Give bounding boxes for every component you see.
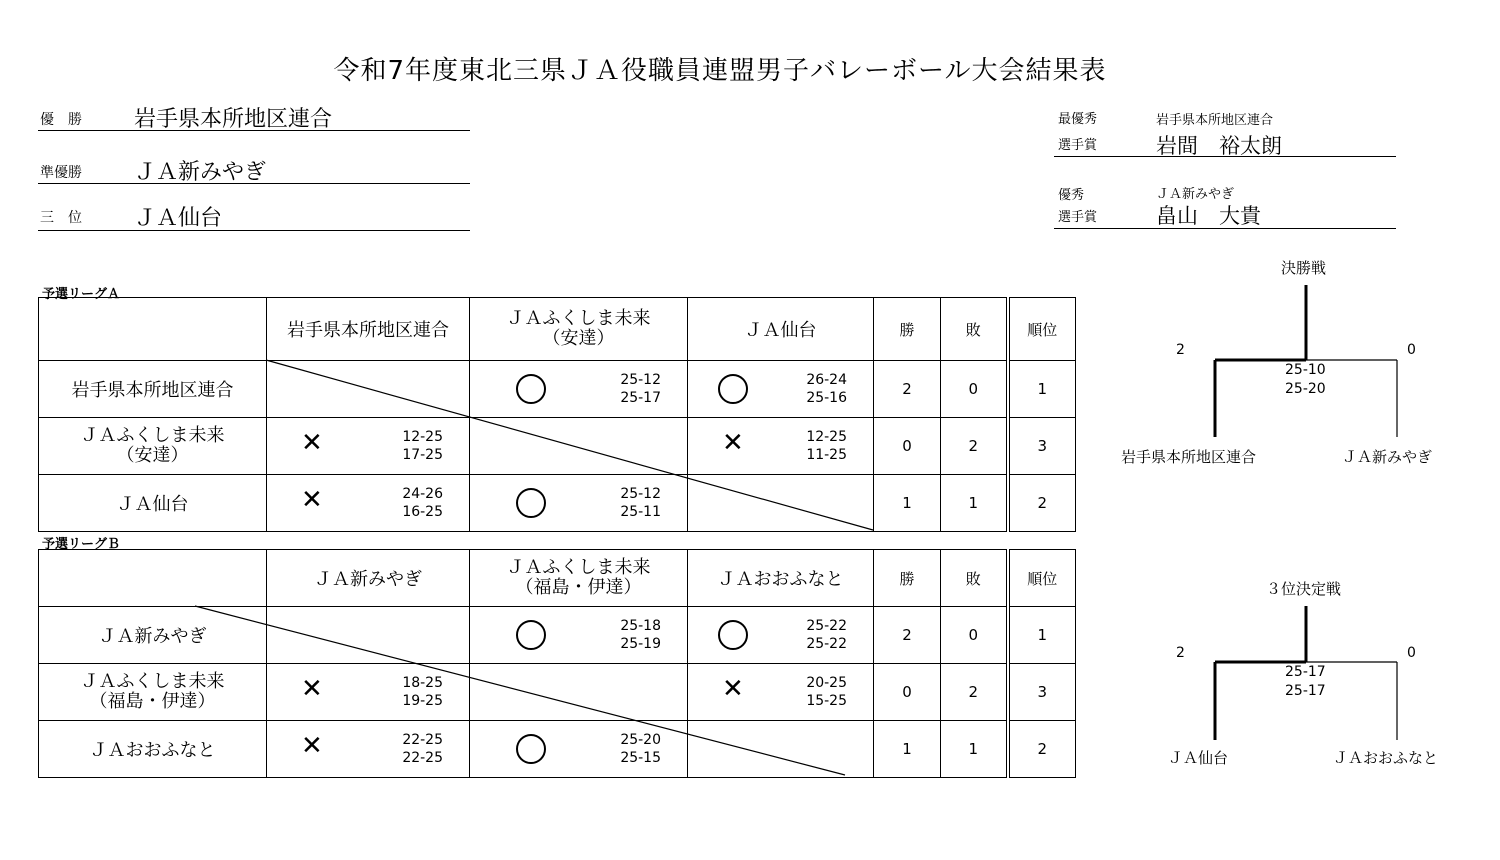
- final-scores: [1285, 361, 1326, 399]
- win-count: 0: [874, 418, 941, 475]
- final-left-team: 岩手県本所地区連合: [1121, 448, 1257, 466]
- excellent-label-1: 優秀: [1058, 188, 1085, 203]
- set-score: 24-26: [402, 486, 443, 502]
- win-count: 1: [874, 475, 941, 532]
- loss-count: 1: [941, 475, 1008, 532]
- loss-mark: ✕: [301, 428, 323, 458]
- third-right-sets: 0: [1407, 645, 1416, 661]
- third-place-label: 三 位: [40, 210, 82, 226]
- set-score: 17-25: [402, 447, 443, 463]
- league-b-label: 予選リーグＢ: [42, 537, 121, 552]
- rank-head: 順位: [1008, 550, 1076, 607]
- rank-head: 順位: [1008, 298, 1076, 361]
- set-score: 19-25: [402, 693, 443, 709]
- rank-value: 3: [1008, 418, 1076, 475]
- excellent-label-2: 選手賞: [1058, 210, 1098, 225]
- set-score: 25-17: [620, 390, 661, 406]
- set-score: 25-22: [806, 618, 847, 634]
- final-score-2: 25-20: [1285, 381, 1326, 397]
- set-score: 12-25: [402, 429, 443, 445]
- set-score: 18-25: [402, 675, 443, 691]
- set-score: 25-12: [620, 372, 661, 388]
- col-head-main: ＪＡふくしま未来: [506, 308, 651, 329]
- third-score-2: 25-17: [1285, 683, 1326, 699]
- final-right-sets: 0: [1407, 342, 1416, 358]
- page-title: 令和7年度東北三県ＪＡ役職員連盟男子バレーボール大会結果表: [333, 56, 1107, 86]
- set-score: 25-11: [620, 504, 661, 520]
- set-score: 20-25: [806, 675, 847, 691]
- mvp-label-2: 選手賞: [1058, 138, 1098, 153]
- third-left-sets: 2: [1176, 645, 1185, 661]
- set-score: 11-25: [806, 447, 847, 463]
- win-count: 0: [874, 664, 941, 721]
- runner-up-label: 準優勝: [40, 165, 82, 181]
- mvp-player: 岩間 裕太朗: [1156, 134, 1282, 158]
- final-label: 決勝戦: [1281, 259, 1327, 277]
- set-score: 15-25: [806, 693, 847, 709]
- row-head-main: ＪＡふくしま未来: [80, 425, 225, 446]
- set-score: 25-18: [620, 618, 661, 634]
- row-head: 岩手県本所地区連合: [39, 361, 267, 418]
- set-score: 25-16: [806, 390, 847, 406]
- set-score: 22-25: [402, 750, 443, 766]
- set-score: 25-15: [620, 750, 661, 766]
- loss-count: 0: [941, 607, 1008, 664]
- loss-count: 2: [941, 418, 1008, 475]
- excellent-player: 畠山 大貴: [1156, 204, 1261, 228]
- mvp-label-1: 最優秀: [1058, 112, 1098, 127]
- loss-mark: ✕: [301, 731, 323, 761]
- col-head: ＪＡおおふなと: [688, 550, 874, 607]
- third-left-team: ＪＡ仙台: [1168, 749, 1229, 767]
- loss-mark: ✕: [301, 674, 323, 704]
- win-head: 勝: [874, 550, 941, 607]
- runner-up-value: ＪＡ新みやぎ: [134, 160, 267, 185]
- loss-mark: ✕: [722, 674, 744, 704]
- rank-value: 2: [1008, 721, 1076, 778]
- set-score: 16-25: [402, 504, 443, 520]
- rank-value: 1: [1008, 607, 1076, 664]
- third-score-1: 25-17: [1285, 664, 1326, 680]
- set-score: 25-20: [620, 732, 661, 748]
- rank-value: 2: [1008, 475, 1076, 532]
- col-head-sub: （福島・伊達）: [515, 577, 642, 598]
- mvp-team: 岩手県本所地区連合: [1156, 113, 1274, 128]
- col-head: ＪＡ仙台: [688, 298, 874, 361]
- third-right-team: ＪＡおおふなと: [1333, 749, 1439, 767]
- col-head: 岩手県本所地区連合: [267, 298, 470, 361]
- row-head-main: ＪＡふくしま未来: [80, 671, 225, 692]
- diagonal-line-b: [195, 606, 845, 775]
- third-scores: [1285, 663, 1326, 701]
- loss-mark: ✕: [301, 485, 323, 515]
- row-head: ＪＡおおふなと: [39, 721, 267, 778]
- win-count: 1: [874, 721, 941, 778]
- set-score: 25-22: [806, 636, 847, 652]
- win-count: 2: [874, 361, 941, 418]
- final-left-sets: 2: [1176, 342, 1185, 358]
- col-head: ＪＡ新みやぎ: [267, 550, 470, 607]
- set-score: 22-25: [402, 732, 443, 748]
- set-score: 25-12: [620, 486, 661, 502]
- row-head-sub: （福島・伊達）: [89, 691, 216, 712]
- excellent-team: ＪＡ新みやぎ: [1156, 187, 1235, 202]
- set-score: 12-25: [806, 429, 847, 445]
- rank-value: 3: [1008, 664, 1076, 721]
- loss-count: 2: [941, 664, 1008, 721]
- set-score: 25-19: [620, 636, 661, 652]
- col-head-main: ＪＡふくしま未来: [506, 557, 651, 578]
- final-right-team: ＪＡ新みやぎ: [1342, 448, 1433, 466]
- row-head-sub: （安達）: [116, 445, 189, 466]
- loss-head: 敗: [941, 298, 1008, 361]
- third-place-value: ＪＡ仙台: [134, 206, 223, 231]
- final-score-1: 25-10: [1285, 362, 1326, 378]
- set-score: 26-24: [806, 372, 847, 388]
- winner-label: 優 勝: [40, 112, 82, 128]
- rank-value: 1: [1008, 361, 1076, 418]
- diagonal-line-a: [266, 360, 873, 530]
- third-label: ３位決定戦: [1266, 580, 1342, 598]
- win-count: 2: [874, 607, 941, 664]
- loss-count: 0: [941, 361, 1008, 418]
- col-head-sub: （安達）: [542, 328, 615, 349]
- row-head: ＪＡ仙台: [39, 475, 267, 532]
- loss-mark: ✕: [722, 428, 744, 458]
- win-head: 勝: [874, 298, 941, 361]
- loss-head: 敗: [941, 550, 1008, 607]
- loss-count: 1: [941, 721, 1008, 778]
- winner-value: 岩手県本所地区連合: [134, 107, 333, 132]
- row-head: ＪＡ新みやぎ: [39, 607, 267, 664]
- league-a-label: 予選リーグＡ: [42, 287, 121, 302]
